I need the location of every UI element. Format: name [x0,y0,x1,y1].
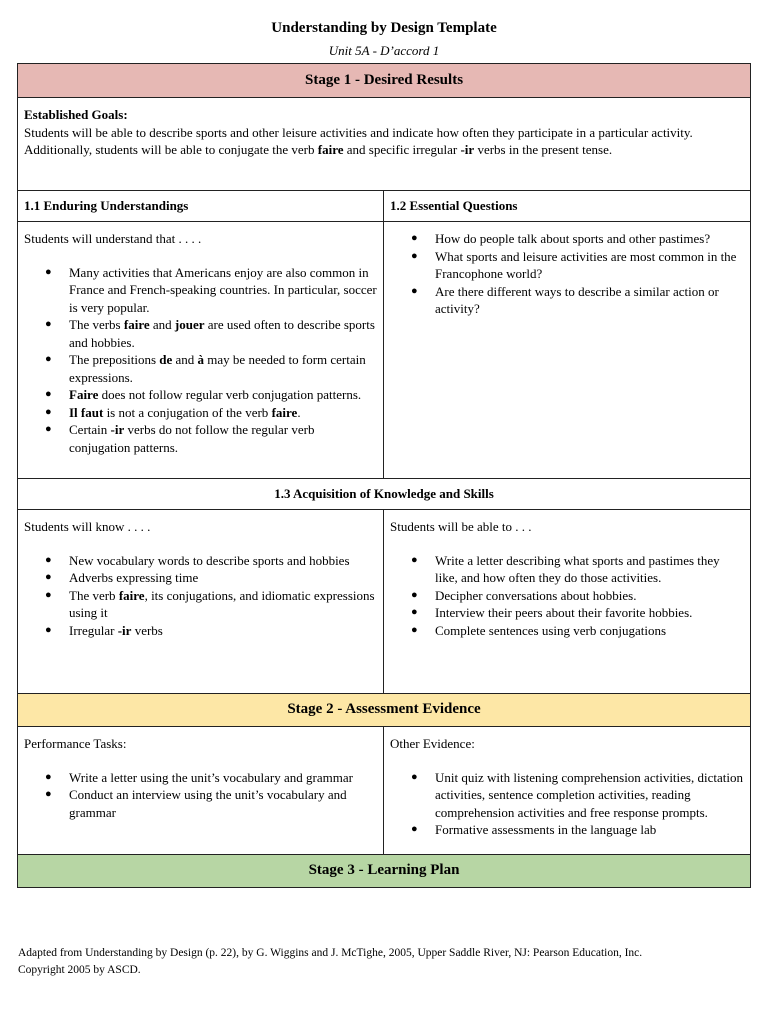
text-part: verbs do not follow the regular verb conjugation patterns. [69,422,315,455]
list-item [69,421,377,456]
stage2-content-row [18,727,751,855]
bold-text: à [197,352,205,367]
goals-text-part: verbs in the present tense. [474,142,613,157]
know-lead: Students will know . . . . [24,519,151,534]
bold-text: faire [123,317,150,332]
document-title: Understanding by Design Template [271,20,497,36]
stage2-header: Stage 2 - Assessment Evidence [18,694,751,727]
understandings-list [24,264,377,457]
text-part: Certain [69,422,111,437]
section-1-headers-row [18,191,751,222]
text-part: The verbs [69,317,124,332]
performance-tasks-cell [18,727,384,855]
text-part: may be needed to form certain expressions. [69,352,366,385]
stage1-row [18,64,751,98]
list-item [69,404,377,422]
goals-label: Established Goals: [24,107,128,122]
established-goals-cell [18,98,751,191]
section-1-content-row [18,222,751,479]
list-item: ● Complete sentences using verb conjugations [435,622,744,640]
list-item: ● Write a letter using the unit’s vocabulary and grammar [69,769,377,787]
questions-list [390,230,744,318]
goals-faire: faire [317,142,344,157]
students-able-to-cell [384,510,751,694]
other-evidence-cell [384,727,751,855]
list-item: ● Interview their peers about their favorite hobbies. [435,604,744,622]
list-item: ● What sports and leisure activities are most common in the Francophone world? [435,248,744,283]
bold-text: -ir [110,422,125,437]
able-list [390,552,744,640]
list-item: ● Conduct an interview using the unit’s vocabulary and grammar [69,786,377,821]
bold-text: de [159,352,173,367]
text-part: are used often to describe sports and hobbies. [69,317,375,350]
enduring-understandings-cell [18,222,384,479]
able-lead: Students will be able to . . . [390,519,532,534]
bold-text: jouer [174,317,205,332]
acquisition-header: 1.3 Acquisition of Knowledge and Skills [18,479,751,510]
list-item: ● Many activities that Americans enjoy are also common in France and French-speaking countries. In particular, soccer is very popular. [69,264,377,317]
list-item: ● New vocabulary words to describe sports and hobbies [69,552,377,570]
list-item [69,316,377,351]
footer-line: Copyright 2005 by ASCD. [18,964,141,976]
know-list [24,552,377,640]
list-item: ● Unit quiz with listening comprehension activities, dictation activities, sentence completion activities, reading comprehension activities and free response prompts. [435,769,744,822]
list-item [69,622,377,640]
goals-text-part: Students will be able to describe sports and other leisure activities and indicate how often they participate in a particular activity. Additionally, students will be able to conjugate the verb [24,124,693,157]
list-item: ● Are there different ways to describe a similar action or activity? [435,283,744,318]
students-will-know-cell [18,510,384,694]
ubd-template-table [17,63,751,888]
understand-lead: Students will understand that . . . . [24,231,202,246]
essential-questions-cell [384,222,751,479]
list-item: ● Decipher conversations about hobbies. [435,587,744,605]
text-part: does not follow regular verb conjugation patterns. [98,387,362,402]
stage3-header: Stage 3 - Learning Plan [18,855,751,888]
goals-ir: -ir [460,142,475,157]
list-item [69,386,377,404]
text-part: and [172,352,198,367]
attribution-footer [18,945,758,979]
list-item: ● Formative assessments in the language lab [435,821,744,839]
list-item: ● Adverbs expressing time [69,569,377,587]
document-subtitle: Unit 5A - D’accord 1 [328,43,440,58]
text-part: . [297,404,301,420]
list-item: ● Write a letter describing what sports and pastimes they like, and how often they do those activities. [435,552,744,587]
text-part: and [149,317,175,332]
list-item [69,351,377,386]
text-part: verbs [131,622,163,638]
bold-text: -ir [117,622,132,638]
bold-text: faire [271,404,298,420]
enduring-understandings-header: 1.1 Enduring Understandings [18,191,384,222]
performance-list [24,769,377,822]
list-item: ● How do people talk about sports and other pastimes? [435,230,744,248]
text-part: The verb [69,587,119,603]
footer-line: Adapted from Understanding by Design (p. 22), by G. Wiggins and J. McTighe, 2005, Upper Saddle River, NJ: Pearson Education, Inc. [18,947,643,959]
stage2-row [18,694,751,727]
goals-text-part: and specific irregular [343,142,461,157]
list-item [69,587,377,622]
text-part: is not a conjugation of the verb [103,404,272,420]
text-part: The prepositions [69,352,160,367]
text-part: Irregular [69,622,118,638]
essential-questions-header: 1.2 Essential Questions [384,191,751,222]
bold-text: Faire [69,387,99,402]
section-1-3-header-row [18,479,751,510]
performance-lead: Performance Tasks: [24,736,127,751]
section-1-3-content-row [18,510,751,694]
other-evidence-lead: Other Evidence: [390,736,475,751]
goals-text [24,124,744,159]
stage1-header: Stage 1 - Desired Results [18,64,751,98]
text-part: , its conjugations, and idiomatic expressions using it [69,587,375,620]
other-evidence-list [390,769,744,839]
bold-text: Il faut [69,404,104,420]
bold-text: faire [118,587,145,603]
stage3-row [18,855,751,888]
goals-row [18,98,751,191]
